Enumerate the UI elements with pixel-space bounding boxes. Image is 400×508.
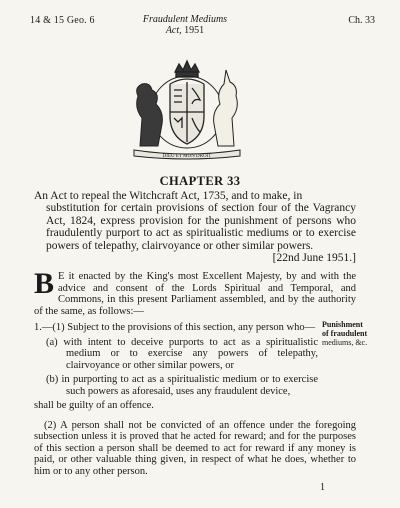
page-number: 1 <box>320 482 325 493</box>
section-1-item-b <box>46 374 318 397</box>
running-short-title <box>130 14 240 36</box>
running-header <box>30 14 375 42</box>
section-1-item-a <box>46 337 318 372</box>
short-title-year: , 1951 <box>179 25 205 36</box>
drop-cap: B <box>34 267 55 300</box>
item-a-text: with intent to deceive purports to act as a spiritualistic medium or to exercise any powers of telepathy, clairvoyance or other similar powers, or <box>63 336 318 371</box>
royal-motto: DIEU ET MON DROIT <box>162 154 212 159</box>
item-a-label: (a) <box>46 336 58 348</box>
short-title-line1: Fraudulent Mediums <box>142 14 228 25</box>
section-1-subsection-2: (2) A person shall not be convicted of an offence under the foregoing subsection unless it is proved that he acted for reward; and for the purposes of this section a person shall be deemed to act for reward if any money is paid, or other valuable thing given, in respect of what he does, whether to him or to any other person. <box>34 420 356 477</box>
margin-note-line3: mediums, &c. <box>322 338 368 347</box>
section-1 <box>34 322 318 412</box>
section-1-closing: shall be guilty of an offence. <box>34 400 154 411</box>
enacting-formula <box>34 267 356 317</box>
margin-note-line1: Punishment <box>322 320 363 329</box>
margin-note-line2: of fraudulent <box>322 329 368 338</box>
royal-assent-date: [22nd June 1951.] <box>272 252 356 265</box>
item-b-label: (b) <box>46 374 59 385</box>
short-title-line2 <box>130 25 240 36</box>
royal-coat-of-arms <box>112 58 262 163</box>
enacting-text: E it enacted by the King's most Excellent Majesty, by and with the advice and consent of the Lords Spiritual and Temporal, and Commons, in this present Parliament assembled, and by the authority of the same, as follows:— <box>34 271 356 317</box>
item-b-text: in purporting to act as a spiritualistic medium or to exercise such powers as aforesaid, uses any fraudulent device, <box>61 374 319 397</box>
section-1-intro: 1.—(1) Subject to the provisions of this section, any person who— <box>34 322 316 333</box>
long-title <box>34 190 356 264</box>
long-title-rest: substitution for certain provisions of section four of the Vagrancy Act, 1824, express provision for the punishment of persons who fraudulently purport to act as spiritualistic mediums or to exercise powers of telepathy, clairvoyance or other similar powers. <box>46 202 356 252</box>
chapter-heading: CHAPTER 33 <box>159 174 241 188</box>
long-title-lead: An Act to repeal the Witchcraft Act, 1735, and to make, in <box>34 190 303 202</box>
regnal-year: 14 & 15 Geo. 6 <box>30 15 95 26</box>
chapter-reference: Ch. 33 <box>348 15 375 26</box>
short-title-act: Act <box>165 25 180 36</box>
marginal-note <box>322 320 382 347</box>
